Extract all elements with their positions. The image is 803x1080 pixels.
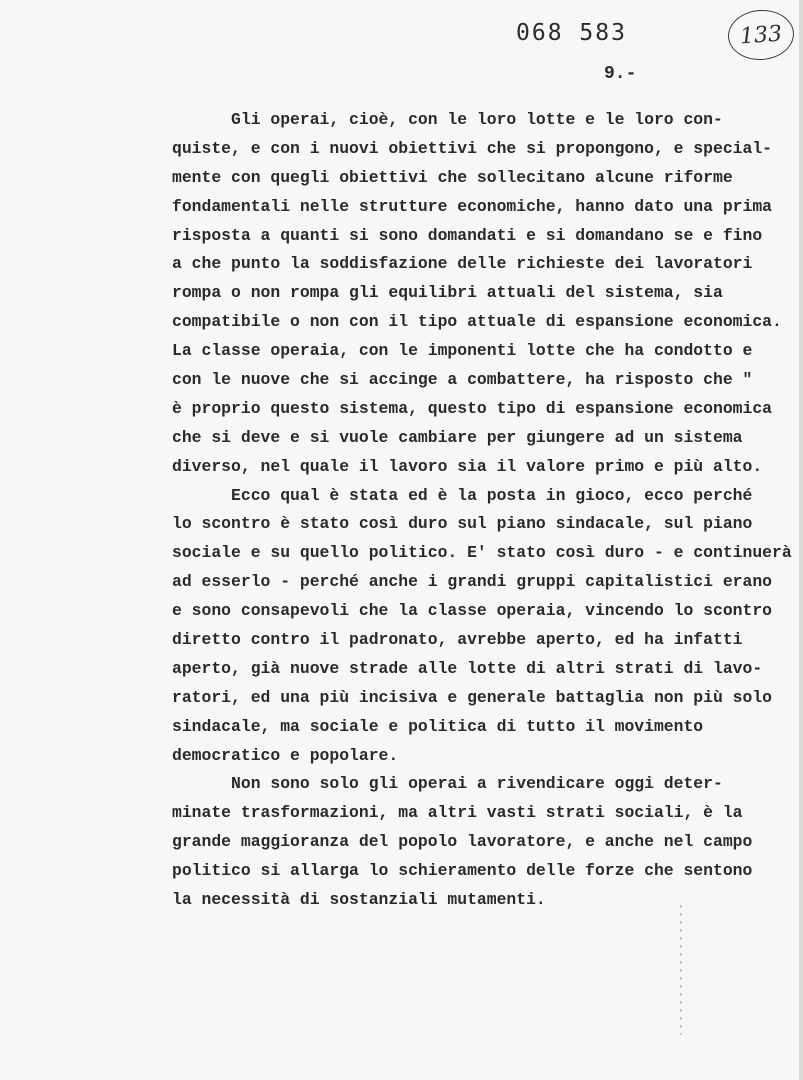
archive-stamp (726, 8, 795, 62)
body-line: Non sono solo gli operai a rivendicare oggi deter- (172, 774, 723, 794)
body-line: fondamentali nelle strutture economiche, hanno dato una prima (172, 196, 772, 216)
body-line: che si deve e si vuole cambiare per giungere ad un sistema (172, 427, 743, 447)
body-line: compatibile o non con il tipo attuale di espansione economica. (172, 312, 782, 332)
body-line: La classe operaia, con le imponenti lotte che ha condotto e (172, 341, 753, 361)
body-line: diverso, nel quale il lavoro sia il valore primo e più alto. (172, 456, 763, 476)
page-number: 9.- (604, 64, 637, 84)
body-line: quiste, e con i nuovi obiettivi che si propongono, e special- (172, 138, 772, 158)
body-line: diretto contro il padronato, avrebbe aperto, ed ha infatti (172, 630, 743, 650)
body-line: mente con quegli obiettivi che sollecitano alcune riforme (172, 167, 733, 187)
body-line: e sono consapevoli che la classe operaia, vincendo lo scontro (172, 601, 772, 621)
body-line: è proprio questo sistema, questo tipo di espansione economica (172, 398, 772, 418)
body-line: politico si allarga lo schieramento delle forze che sentono (172, 861, 753, 881)
page-edge-shadow (799, 0, 803, 1080)
body-line: grande maggioranza del popolo lavoratore, e anche nel campo (172, 832, 753, 852)
body-line: lo scontro è stato così duro sul piano sindacale, sul piano (172, 514, 753, 534)
typewritten-body (172, 106, 792, 915)
paper-crease-mark (680, 905, 682, 1035)
body-line: democratico e popolare. (172, 745, 399, 765)
body-line: minate trasformazioni, ma altri vasti strati sociali, è la (172, 803, 743, 823)
body-line: ratori, ed una più incisiva e generale battaglia non più solo (172, 687, 772, 707)
body-line: aperto, già nuove strade alle lotte di altri strati di lavo- (172, 658, 763, 678)
body-line: Gli operai, cioè, con le loro lotte e le loro con- (172, 110, 723, 129)
body-line: la necessità di sostanziali mutamenti. (172, 890, 546, 910)
body-line: ad esserlo - perché anche i grandi gruppi capitalistici erano (172, 572, 772, 592)
body-line: sindacale, ma sociale e politica di tutto il movimento (172, 716, 704, 736)
document-number: 068 583 (516, 20, 627, 46)
body-line: rompa o non rompa gli equilibri attuali del sistema, sia (172, 283, 723, 303)
body-line: sociale e su quello politico. E' stato così duro - e continuerà (172, 543, 792, 563)
body-line: Ecco qual è stata ed è la posta in gioco, ecco perché (172, 485, 753, 505)
body-line: risposta a quanti si sono domandati e si domandano se e fino (172, 225, 763, 245)
body-line: a che punto la soddisfazione delle richieste dei lavoratori (172, 254, 753, 274)
body-line: con le nuove che si accinge a combattere, ha risposto che " (172, 370, 753, 390)
archive-stamp-number: 133 (739, 21, 783, 49)
